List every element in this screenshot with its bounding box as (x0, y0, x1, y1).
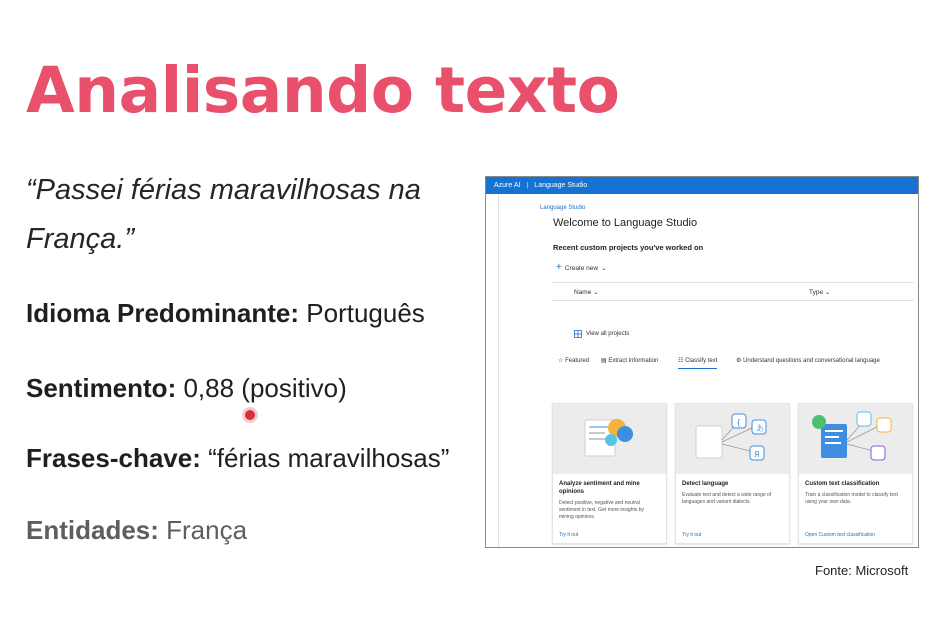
grid-icon (574, 330, 582, 338)
slide-title: Analisando texto (26, 54, 620, 127)
topbar-separator: | (526, 182, 529, 189)
tab-featured[interactable] (558, 357, 589, 364)
card-detect-language[interactable] (675, 403, 790, 544)
sentiment-art-icon (553, 404, 666, 474)
fact-sentiment (26, 373, 347, 404)
sentiment-illustration (553, 404, 666, 474)
list-icon: ☷ (678, 358, 684, 364)
view-all-projects-link[interactable] (574, 330, 629, 338)
studio-topbar (486, 177, 918, 194)
fact-sentiment-label: Sentimento: (26, 373, 177, 403)
fact-key-phrases (26, 443, 449, 474)
chevron-down-icon: ⌄ (824, 289, 831, 296)
divider (552, 300, 914, 301)
tab-extract-information[interactable] (601, 357, 658, 364)
try-it-out-link[interactable]: Try it out (559, 532, 579, 538)
fact-key-phrases-value: “férias maravilhosas” (200, 443, 450, 473)
tab-classify-text-label: Classify text (685, 358, 718, 364)
column-name-header[interactable] (574, 289, 599, 296)
breadcrumb[interactable]: Language Studio (540, 205, 586, 211)
card-title: Analyze sentiment and mine opinions (559, 481, 640, 495)
svg-text:あ: あ (756, 424, 764, 433)
column-type-label: Type (809, 289, 824, 296)
language-art-icon (676, 404, 789, 474)
page-title: Welcome to Language Studio (553, 217, 698, 229)
card-analyze-sentiment[interactable] (552, 403, 667, 544)
open-custom-text-classification-link[interactable]: Open Custom text classification (805, 532, 876, 538)
create-new-label: Create new (564, 264, 599, 272)
fact-key-phrases-label: Frases-chave: (26, 443, 201, 473)
document-icon: ▤ (601, 358, 607, 364)
try-it-out-link[interactable]: Try it out (682, 532, 702, 538)
plus-icon: + (556, 262, 562, 273)
card-title: Custom text classification (805, 481, 880, 487)
topbar-product[interactable]: Azure AI (494, 182, 521, 189)
card-description: Evaluate text and detect a wide range of languages and variant dialects. (682, 492, 772, 505)
card-title: Detect language (682, 481, 729, 487)
fact-entities-label: Entidades: (26, 515, 159, 545)
classification-art-icon (799, 404, 912, 474)
chevron-down-icon: ⌄ (593, 289, 599, 296)
language-illustration (676, 404, 789, 474)
recent-projects-heading: Recent custom projects you've worked on (553, 243, 704, 252)
card-custom-text-classification[interactable] (798, 403, 913, 544)
laser-pointer-dot (245, 410, 255, 420)
card-description: Detect positive, negative and neutral sentiment in text. Get more insights by mining opinions. (559, 500, 645, 520)
source-credit: Fonte: Microsoft (815, 563, 909, 578)
fact-entities (26, 515, 247, 546)
fact-language (26, 298, 425, 329)
column-type-header[interactable] (809, 288, 830, 296)
fact-language-value: Português (299, 298, 425, 328)
language-studio-screenshot (485, 176, 919, 548)
tab-extract-information-label: Extract information (608, 358, 659, 364)
svg-text:Я: Я (754, 450, 760, 459)
topbar-app[interactable]: Language Studio (534, 182, 588, 189)
divider (552, 282, 914, 283)
projects-table-header (574, 288, 904, 296)
tab-featured-label: Featured (565, 358, 590, 364)
fact-sentiment-value: 0,88 (positivo) (176, 373, 347, 403)
tab-classify-text[interactable] (678, 357, 717, 369)
column-name-label: Name (574, 289, 592, 296)
example-quote: “Passei férias maravilhosas na França.” (26, 174, 421, 255)
svg-text:{: { (736, 418, 742, 427)
tab-understand-questions[interactable] (736, 357, 880, 364)
chevron-down-icon: ⌄ (601, 265, 607, 272)
card-description: Train a classification model to classify text using your own data. (805, 492, 898, 505)
fact-language-label: Idioma Predominante: (26, 298, 300, 328)
star-icon: ☆ (558, 358, 564, 364)
create-new-button[interactable] (556, 264, 607, 272)
classification-illustration (799, 404, 912, 474)
fact-entities-value: França (158, 515, 248, 545)
gear-icon: ⚙ (736, 358, 742, 364)
tab-understand-questions-label: Understand questions and conversational language (743, 358, 880, 364)
view-all-projects-label: View all projects (586, 331, 630, 337)
